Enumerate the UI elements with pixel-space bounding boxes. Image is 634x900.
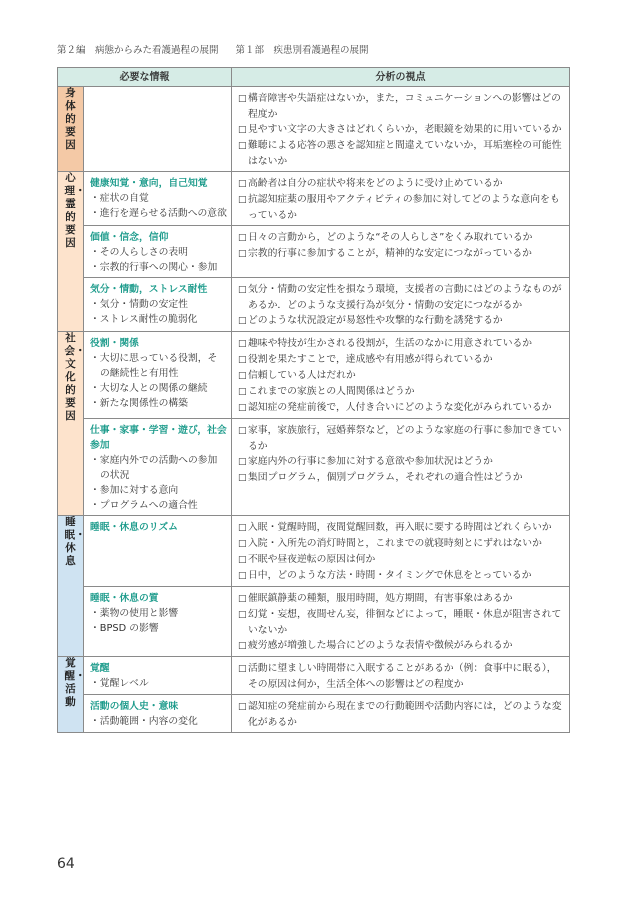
view-cell — [232, 695, 570, 733]
info-item: ・気分・情動の安定性 — [90, 299, 188, 310]
table-row — [58, 587, 570, 657]
info-cell — [84, 172, 232, 226]
view-cell — [232, 657, 570, 695]
table-row — [58, 419, 570, 516]
table-row — [58, 278, 570, 332]
info-cell — [84, 332, 232, 419]
checkbox-item: □ どのような状況設定が易怒性や攻撃的な行動を誘発するか — [238, 313, 565, 329]
checkbox-item: □ 日々の言動から，どのような“その人らしさ”をくみ取れているか — [238, 230, 565, 246]
info-title: 仕事・家事・学習・遊び，社会参加 — [90, 425, 227, 451]
category-cell — [58, 172, 84, 332]
view-cell — [232, 332, 570, 419]
info-item: ・プログラムへの適合性 — [90, 500, 198, 511]
category-label: 身体的要因 — [65, 87, 76, 151]
checkbox-item: □ 宗教的行事に参加することが，精神的な安定につながっているか — [238, 246, 565, 262]
checkbox-item: □ 信頼している人はだれか — [238, 368, 565, 384]
info-title: 睡眠・休息のリズム — [90, 522, 178, 533]
checkbox-item: □ 入院・入所先の消灯時間と，これまでの就寝時刻とにずれはないか — [238, 536, 565, 552]
header-section: 第１部 疾患別看護過程の展開 — [235, 45, 369, 56]
checkbox-item: □ これまでの家族との人間関係はどうか — [238, 384, 565, 400]
info-title: 睡眠・休息の質 — [90, 593, 159, 604]
info-item: ・家庭内外での活動への参加の状況 — [90, 455, 218, 481]
info-item: ・大切な人との関係の継続 — [90, 383, 208, 394]
table-row — [58, 657, 570, 695]
view-cell — [232, 278, 570, 332]
category-cell — [58, 657, 84, 733]
checkbox-item: □ 活動に望ましい時間帯に入眠することがあるか（例：食事中に眠る），その原因は何か，生活全体への影響はどの程度か — [238, 661, 565, 692]
checkbox-item: □ 集団プログラム，個別プログラム，それぞれの適合性はどうか — [238, 470, 565, 486]
checkbox-item: □ 役割を果たすことで，達成感や有用感が得られているか — [238, 352, 565, 368]
view-cell — [232, 226, 570, 278]
column-header-info: 必要な情報 — [58, 68, 232, 87]
view-cell — [232, 87, 570, 172]
category-label: 睡眠・休息 — [64, 516, 86, 567]
table-row — [58, 226, 570, 278]
info-title: 役割・関係 — [90, 338, 139, 349]
info-title: 活動の個人史・意味 — [90, 701, 179, 712]
info-cell — [84, 516, 232, 587]
info-item: ・新たな関係性の構築 — [90, 398, 188, 409]
checkbox-item: □ 認知症の発症前後で，人付き合いにどのような変化がみられているか — [238, 400, 565, 416]
checkbox-item: □ 催眠鎮静薬の種類，服用時間，処方期間，有害事象はあるか — [238, 591, 565, 607]
info-cell — [84, 419, 232, 516]
category-cell — [58, 87, 84, 172]
page-number: 64 — [57, 856, 75, 872]
category-label: 覚醒・活動 — [64, 657, 86, 708]
table-body — [58, 87, 570, 733]
checkbox-item: □ 高齢者は自分の症状や将来をどのように受け止めているか — [238, 176, 565, 192]
info-item: ・覚醒レベル — [90, 678, 149, 689]
header-part: 第２編 病態からみた看護過程の展開 — [57, 45, 219, 56]
checkbox-item: □ 認知症の発症前から現在までの行動範囲や活動内容には，どのような変化があるか — [238, 699, 565, 730]
info-item: ・活動範囲・内容の変化 — [90, 716, 198, 727]
info-item: ・参加に対する意向 — [90, 485, 179, 496]
running-header — [57, 42, 383, 56]
info-item: ・薬物の使用と影響 — [90, 608, 179, 619]
table-row — [58, 695, 570, 733]
info-cell — [84, 87, 232, 172]
checkbox-item: □ 疲労感が増強した場合にどのような表情や徴候がみられるか — [238, 638, 565, 654]
checkbox-item: □ 幻覚・妄想，夜間せん妄，徘徊などによって，睡眠・休息が阻害されていないか — [238, 607, 565, 638]
info-item: ・その人らしさの表明 — [90, 247, 188, 258]
checkbox-item: □ 日中，どのような方法・時間・タイミングで休息をとっているか — [238, 568, 565, 584]
checkbox-item: □ 家庭内外の行事に参加に対する意欲や参加状況はどうか — [238, 454, 565, 470]
view-cell — [232, 172, 570, 226]
info-cell — [84, 695, 232, 733]
view-cell — [232, 516, 570, 587]
checkbox-item: □ 入眠・覚醒時間，夜間覚醒回数，再入眠に要する時間はどれくらいか — [238, 520, 565, 536]
info-cell — [84, 657, 232, 695]
category-label: 社会・文化的要因 — [64, 332, 86, 422]
info-item: ・BPSD の影響 — [90, 623, 159, 634]
category-label: 心理・霊的要因 — [64, 172, 86, 249]
info-item: ・症状の自覚 — [90, 193, 149, 204]
checkbox-item: □ 家事，家族旅行，冠婚葬祭など，どのような家庭の行事に参加できているか — [238, 423, 565, 454]
table-row — [58, 332, 570, 419]
info-title: 価値・信念，信仰 — [90, 232, 169, 243]
assessment-table — [57, 67, 570, 733]
info-cell — [84, 278, 232, 332]
view-cell — [232, 587, 570, 657]
view-cell — [232, 419, 570, 516]
table-row — [58, 516, 570, 587]
checkbox-item: □ 難聴による応答の悪さを認知症と間違えていないか，耳垢塞栓の可能性はないか — [238, 138, 565, 169]
info-title: 気分・情動，ストレス耐性 — [90, 284, 208, 295]
checkbox-item: □ 趣味や特技が生かされる役割が，生活のなかに用意されているか — [238, 336, 565, 352]
info-item: ・ストレス耐性の脆弱化 — [90, 314, 198, 325]
info-title: 覚醒 — [90, 663, 110, 674]
info-item: ・大切に思っている役割，その継続性と有用性 — [90, 353, 218, 379]
info-title: 健康知覚・意向，自己知覚 — [90, 178, 208, 189]
checkbox-item: □ 見やすい文字の大きさはどれくらいか，老眼鏡を効果的に用いているか — [238, 122, 565, 138]
category-cell — [58, 516, 84, 657]
checkbox-item: □ 不眠や昼夜逆転の原因は何か — [238, 552, 565, 568]
category-cell — [58, 332, 84, 516]
column-header-view: 分析の視点 — [232, 68, 570, 87]
info-item: ・進行を遅らせる活動への意欲 — [90, 208, 227, 219]
checkbox-item: □ 気分・情動の安定性を損なう環境，支援者の言動にはどのようなものがあるか．どのような支援行為が気分・情動の安定につながるか — [238, 282, 565, 313]
checkbox-item: □ 抗認知症薬の服用やアクティビティの参加に対してどのような意向をもっているか — [238, 192, 565, 223]
table-row — [58, 172, 570, 226]
info-cell — [84, 587, 232, 657]
checkbox-item: □ 構音障害や失語症はないか，また，コミュニケーションへの影響はどの程度か — [238, 91, 565, 122]
info-item: ・宗教的行事への関心・参加 — [90, 262, 218, 273]
info-cell — [84, 226, 232, 278]
table-row — [58, 87, 570, 172]
